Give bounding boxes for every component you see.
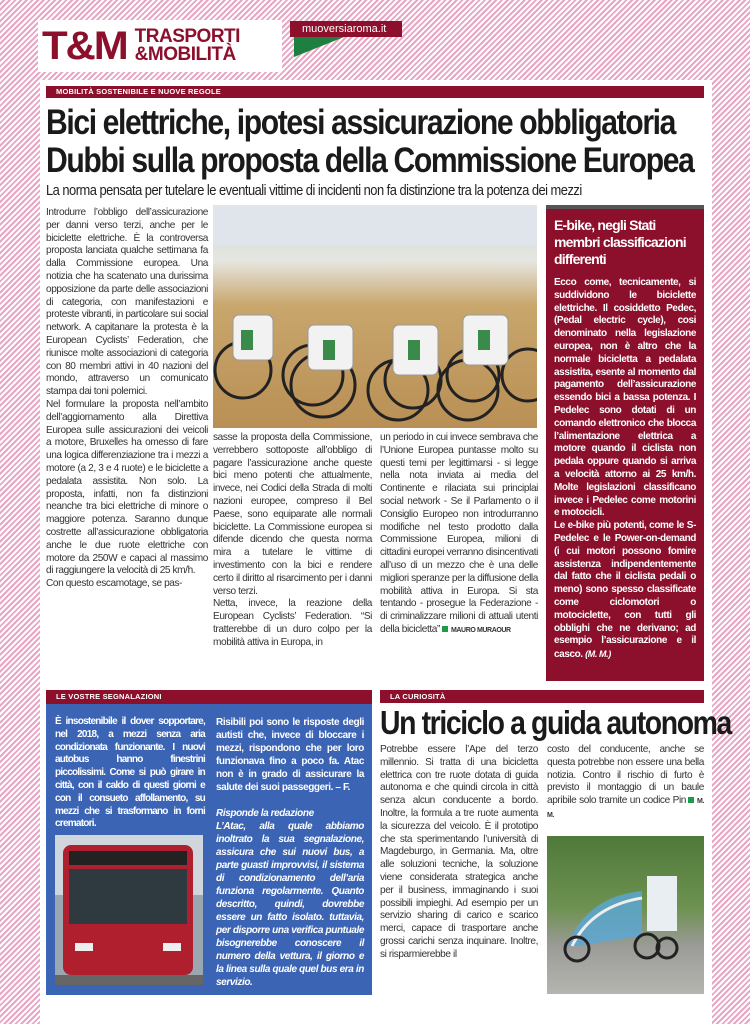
logo-line-2: &MOBILITÀ [134, 44, 236, 65]
ebikes-illustration [213, 205, 537, 428]
article-column-3 [380, 432, 538, 638]
ebikes-photo [213, 205, 537, 428]
paragraph: un periodo in cui invece sembrava che l’Unione Europea puntasse molto su questi temi per legittimarsi - si legge nella nota inviata ai media del Continente e rilaciata sui principlai social network - Se il Parlamento o il Consiglio Europeo non introdurranno modifiche nel testo prodotto dalla Commissione Europea, milioni di cittadini europei verranno disincentivati all’uso di un mezzo che è una delle migliori speranze per la diffusione della mobilità attiva in Europa. Si sta tentando - prosegue la Federazione - di criminalizzare milioni di attuali utenti della bicicletta” [380, 432, 538, 635]
tricycle-illustration [547, 836, 704, 994]
logo-mark: T&M [41, 24, 127, 68]
headline-line-2: Dubbi sulla proposta della Commissione Europea [46, 141, 694, 180]
paragraph: costo del conducente, anche se questa potrebbe non essere una bella notizia. Contro il rischio di furto è previsto il montaggio di un baule apribile solo tramite un codice Pin [547, 744, 704, 807]
section-kicker: MOBILITÀ SOSTENIBILE E NUOVE REGOLE [46, 86, 704, 98]
byline: MAURO MURAOUR [450, 626, 511, 634]
paragraph: Nel formulare la proposta nell’ambito dell’aggiornamento alla Direttiva Europea sulle assicurazioni dei veicoli a motore, Bruxelles ha omesso di fare una logica differenziazione tra i mezzi a motore (a 2, 3 e 4 ruote) e le biciclette a pedalata assistita. Non solo. La proposta, infatti, non fa distinzioni neanche tra bici elettriche di minore o maggiore potenza. Saranno dunque costrette all’assicurazione obbligatoria anche le due ruote elettriche con motore da 250W e capaci al massimo di raggiungere la velocità di 25 km/h. [46, 398, 208, 577]
logo-line-1: TRASPORTI [134, 26, 240, 47]
byline-marker [442, 626, 448, 632]
site-flag-decoration [294, 37, 344, 57]
bus-illustration [55, 835, 203, 985]
article-column-2 [213, 432, 372, 650]
article-column-1 [46, 207, 208, 591]
subtitle: La norma pensata per tutelare le eventuali vittime di incidenti non fa distinzione tra la potenza dei mezzi [46, 182, 582, 199]
paragraph: sasse la proposta della Commissione, verrebbero sottoposte all’obbligo di pagare l’assicurazione anche queste bici meno potenti che attualmente, invece, nei Codici della Strada di molti nazioni europee, compreso il Bel Paese, sono equiparate alle normali biciclette. La Commissione europea si difende dicendo che questa norma mira a tutelare le vittime di investimento con la bici e rendere certo il diritto al risarcimento per i danni verso terzi. [213, 432, 372, 597]
curiosity-kicker: LA CURIOSITÀ [380, 690, 704, 703]
letters-kicker: LE VOSTRE SEGNALAZIONI [46, 690, 372, 704]
paragraph: Ecco come, tecnicamente, si suddividono le biciclette elettriche. Il cosiddetto Pedec, (Pedal electric cycle), cosi denominato nella legislazione europea, non è altro che la normale bicicletta a pedalata assistita, esente al momento dal pagamento dell’assicurazione essendo bici a bassa potenza. I Pedelec sono dotati di un comando elettronico che blocca l’alimentazione elettrica a motore quando il ciclista non pedala oppure quando si arriva a velocità attorno ai 25 km/h. Molte legislazioni classificano invece i Pedelec come motorini e motocicli. [554, 277, 696, 519]
sidebar-body [554, 277, 696, 662]
letters-column-2 [216, 716, 364, 989]
masthead-logo [38, 20, 282, 72]
letters-p2: Risibili poi sono le risposte degli autisti che, invece di bloccare i mezzi, rispondono che per loro funzionava fino a poco fa. Atac non è in grado di assicurare la salute dei suoi passeggeri. – F. [216, 717, 364, 793]
logo-words [135, 28, 240, 64]
site-link[interactable]: muoversiaroma.it [290, 21, 402, 37]
byline: M. M. [547, 798, 704, 819]
headline-line-1: Bici elettriche, ipotesi assicurazione obbligatoria [46, 103, 676, 142]
tricycle-photo [547, 836, 704, 994]
curiosity-column-2 [547, 744, 704, 823]
letters-p1: È insostenibile il dover sopportare, nel 2018, a mezzi senza aria condizionata funzionante. I nuovi autobus hanno finestrini piccolissimi. Come si può girare in città, con il caldo di questi giorni e con il consueto affollamento, su mezzi che si trasformano in forni crematori. [55, 716, 205, 830]
sidebar-box [546, 205, 704, 681]
reply-label: Risponde la redazione [216, 808, 314, 819]
sidebar-title: E-bike, negli Stati membri classificazioni differenti [554, 217, 686, 267]
paragraph: Netta, invece, la reazione della European Cyclists’ Federation. “Si tratterebbe di un duro colpo per la mobilità attiva in Europa, in [213, 598, 372, 648]
sidebar-signature: (M. M.) [585, 649, 611, 660]
reply-text: L’Atac, alla quale abbiamo inoltrato la sua segnalazione, assicura che sui nuovi bus, a parte guasti improvvisi, il sistema di condizionamento dell’aria funziona regolarmente. Quanto descritto, quindi, dovrebbe essere un fatto isolato. tuttavia, per disporre una verifica puntuale bisognerebbe conoscere il numero della vettura, il giorno e la linea sulla quale quel bus era in servizio. [216, 821, 364, 988]
bus-photo [55, 835, 203, 985]
paragraph: Introdurre l’obbligo dell’assicurazione per danni verso terzi, anche per le biciclette elettriche. È la controversa proposta lanciata qualche settimana fa dalla Commissione europea. Una notizia che ha scatenato una durissima opposizione da parte delle associazioni di categoria, con manifestazioni e proteste vibranti, in particolare sui social network. A capitanare la protesta è la European Cyclists’ Federation, che riunisce molte associazioni di categoria con 80 membri attivi in 40 nazioni del mondo, attraverso un comunicato stampa dai toni polemici. [46, 207, 208, 398]
byline-marker [688, 797, 694, 803]
paragraph: Le e-bike più potenti, come le S-Pedelec e le Power-on-demand (i cui motori possono fomire assistenza indipendentemente dal fatto che il ciclista pedali o meno) sono spesso classificate come ciclomotori o motociclette, con tutti gli obblighi che ne derivano; ad esempio l’assicurazione e il casco. [554, 520, 696, 661]
curiosity-column-1: Potrebbe essere l’Ape del terzo millennio. Si tratta di una bicicletta elettrica con tre ruote dotata di guida autonoma e che quindi circola in città senza alcun conducente a bordo. Inoltre, la formula a tre ruote aumenta la sicurezza del veicolo. È il prototipo che sta sperimentando l’università di Magdeburgo, in Germania. Ma, oltre alle soluzioni tecniche, la soluzione viene considerata strategica anche per il business, immaginando i suoi possibili impieghi. Ad esempio per un servizio sharing di carico e scarico merci, capace di trasportare anche grossi carichi senza inquinare. Inoltre, si risparmierebbe il [380, 744, 538, 960]
paragraph: Con questo escamotage, se pas- [46, 578, 183, 590]
curiosity-headline: Un triciclo a guida autonoma [380, 704, 731, 741]
